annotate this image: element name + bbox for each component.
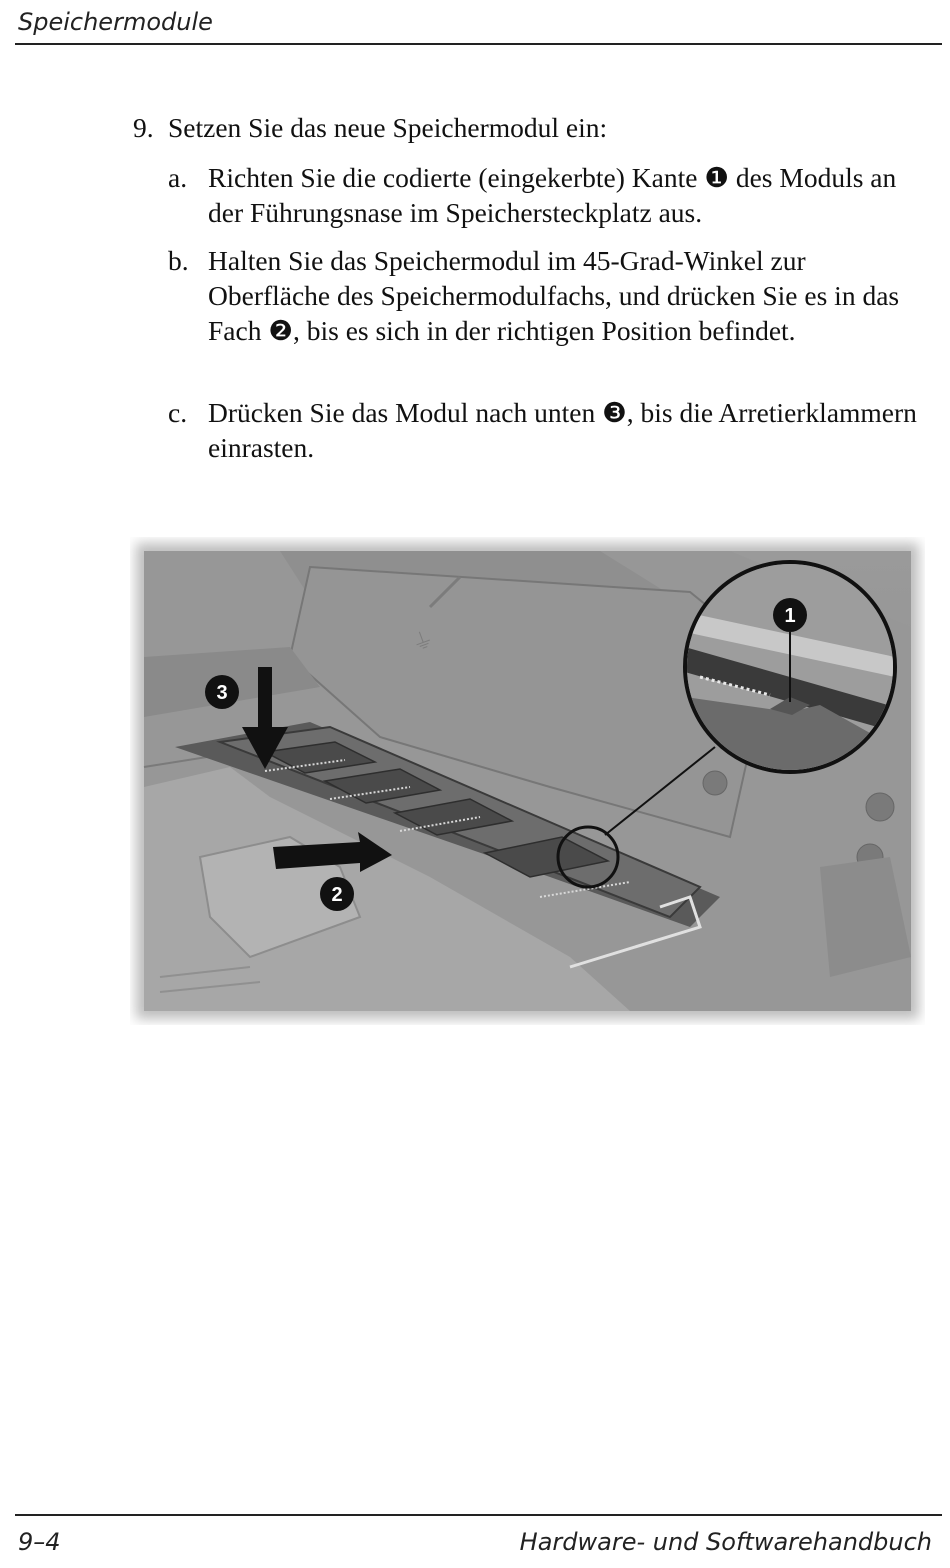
footer-divider	[15, 1514, 942, 1516]
page-number: 9–4	[18, 1528, 61, 1556]
substep-text: Richten Sie die codierte (eingekerbte) Kante ❶ des Moduls an der Führungsnase im Speichersteckplatz aus.	[208, 162, 897, 228]
substep-letter: c.	[168, 397, 188, 428]
substep-text: Drücken Sie das Modul nach unten ❸, bis die Arretierklammern einrasten.	[208, 397, 917, 463]
callout-1: 1	[784, 605, 796, 627]
svg-text:⏚: ⏚	[408, 625, 438, 657]
callout-3: 3	[216, 682, 228, 704]
step-text: Setzen Sie das neue Speichermodul ein:	[168, 112, 608, 143]
header-divider	[15, 43, 942, 45]
substep-text: Halten Sie das Speichermodul im 45-Grad-Winkel zur Oberfläche des Speichermodulfachs, und drücken Sie es in das Fach ❷, bis es sich in der richtigen Position befindet.	[208, 245, 900, 346]
running-header: Speichermodule	[18, 8, 213, 36]
callout-2: 2	[331, 884, 343, 906]
book-title: Hardware- und Softwarehandbuch	[519, 1528, 932, 1556]
substep-letter: a.	[168, 162, 188, 193]
substep-letter: b.	[168, 245, 189, 276]
memory-module-illustration	[130, 537, 925, 1025]
step-number: 9.	[133, 112, 154, 143]
